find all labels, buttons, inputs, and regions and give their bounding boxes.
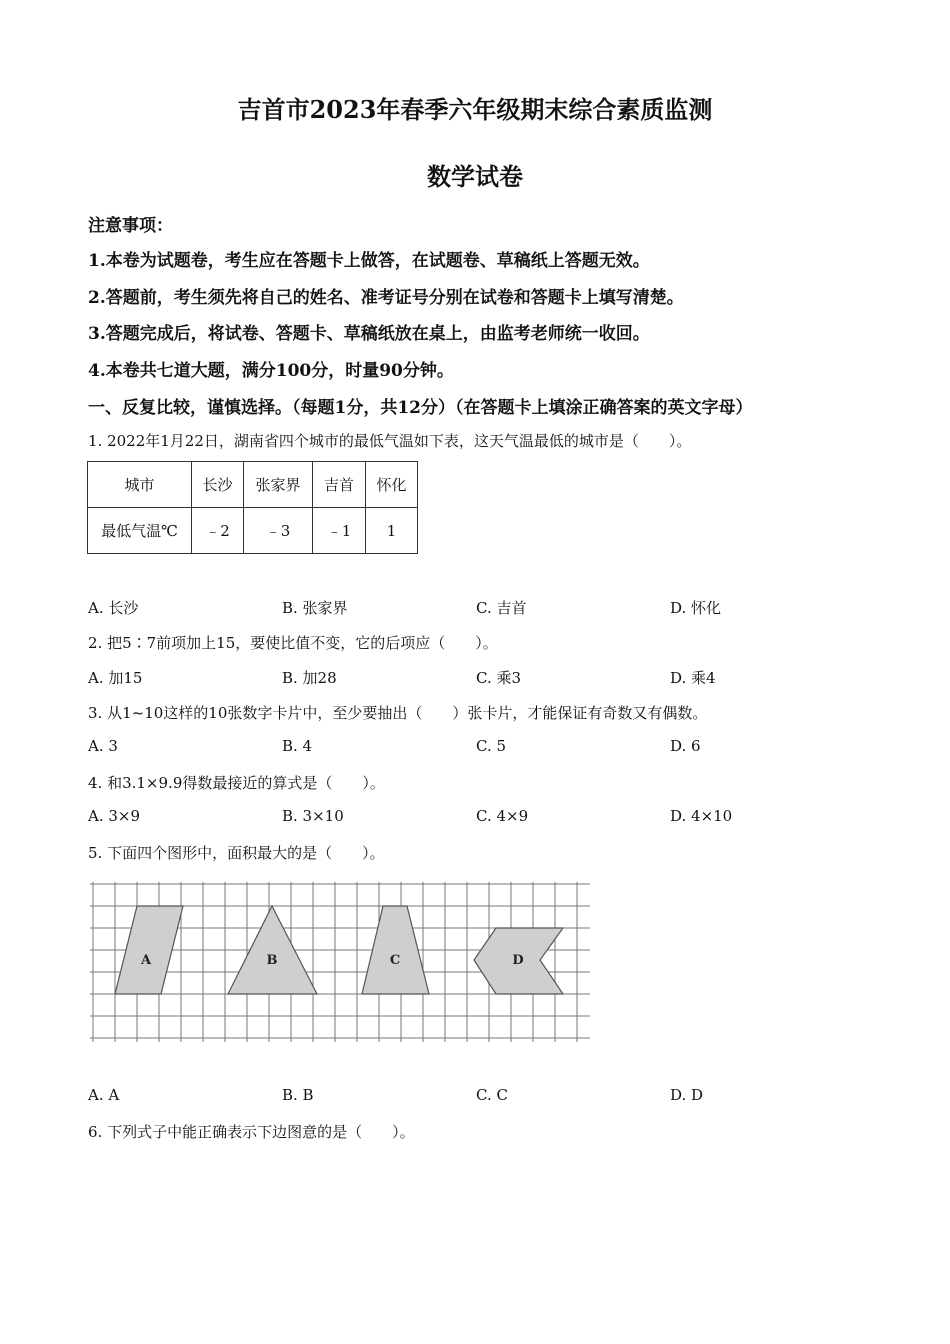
question-2: 2. 把5∶7前项加上15，要使比值不变，它的后项应（ ）。 xyxy=(88,634,498,652)
table-cell: ﹣2 xyxy=(192,508,244,554)
section-heading: 一、反复比较，谨慎选择。（每题1分，共12分）（在答题卡上填涂正确答案的英文字母） xyxy=(88,398,753,418)
notice-item: 3.答题完成后，将试卷、答题卡、草稿纸放在桌上，由监考老师统一收回。 xyxy=(88,324,650,344)
table-header: 张家界 xyxy=(244,462,313,508)
temperature-table xyxy=(87,461,418,554)
question-1: 1. 2022年1月22日，湖南省四个城市的最低气温如下表，这天气温最低的城市是（ ）。 xyxy=(88,432,692,450)
option-a: A. 3 xyxy=(88,737,118,755)
table-cell: 1 xyxy=(366,508,418,554)
page-title: 吉首市2023年春季六年级期末综合素质监测 xyxy=(237,95,713,124)
option-b: B. 张家界 xyxy=(282,599,348,617)
option-d: D. 怀化 xyxy=(670,599,722,617)
notice-item: 2.答题前，考生须先将自己的姓名、准考证号分别在试卷和答题卡上填写清楚。 xyxy=(88,288,684,308)
option-d: D. D xyxy=(670,1086,704,1104)
option-a: A. 长沙 xyxy=(88,599,139,617)
option-a: A. A xyxy=(88,1086,120,1104)
shape-label-c: C xyxy=(389,953,401,968)
table-row xyxy=(88,508,418,554)
shape-label-a: A xyxy=(140,953,152,968)
notice-heading: 注意事项： xyxy=(88,216,173,236)
shape-label-b: B xyxy=(266,953,278,968)
option-c: C. 5 xyxy=(476,737,507,755)
option-b: B. 3×10 xyxy=(282,807,344,825)
shape-grid-figure xyxy=(90,880,592,1044)
option-b: B. 4 xyxy=(282,737,313,755)
question-4: 4. 和3.1×9.9得数最接近的算式是（ ）。 xyxy=(88,774,385,792)
table-row-label: 最低气温℃ xyxy=(88,508,192,554)
notice-item: 1.本卷为试题卷，考生应在答题卡上做答，在试题卷、草稿纸上答题无效。 xyxy=(88,251,650,271)
page-subtitle: 数学试卷 xyxy=(427,162,523,191)
option-a: A. 加15 xyxy=(88,669,143,687)
option-d: D. 乘4 xyxy=(670,669,716,687)
table-cell: ﹣3 xyxy=(244,508,313,554)
table-header: 吉首 xyxy=(313,462,366,508)
shape-label-d: D xyxy=(512,953,524,968)
option-d: D. 4×10 xyxy=(670,807,733,825)
option-d: D. 6 xyxy=(670,737,701,755)
table-header: 怀化 xyxy=(366,462,418,508)
option-b: B. 加28 xyxy=(282,669,337,687)
option-c: C. C xyxy=(476,1086,508,1104)
option-c: C. 吉首 xyxy=(476,599,527,617)
question-6: 6. 下列式子中能正确表示下边图意的是（ ）。 xyxy=(88,1123,415,1141)
question-5: 5. 下面四个图形中，面积最大的是（ ）。 xyxy=(88,844,385,862)
table-cell: ﹣1 xyxy=(313,508,366,554)
table-row xyxy=(88,462,418,508)
table-header: 城市 xyxy=(88,462,192,508)
question-3: 3. 从1~10这样的10张数字卡片中，至少要抽出（ ）张卡片，才能保证有奇数又有偶数。 xyxy=(88,704,708,722)
option-a: A. 3×9 xyxy=(88,807,141,825)
notice-item: 4.本卷共七道大题，满分100分，时量90分钟。 xyxy=(88,361,454,381)
option-c: C. 乘3 xyxy=(476,669,522,687)
option-c: C. 4×9 xyxy=(476,807,529,825)
option-b: B. B xyxy=(282,1086,314,1104)
table-header: 长沙 xyxy=(192,462,244,508)
